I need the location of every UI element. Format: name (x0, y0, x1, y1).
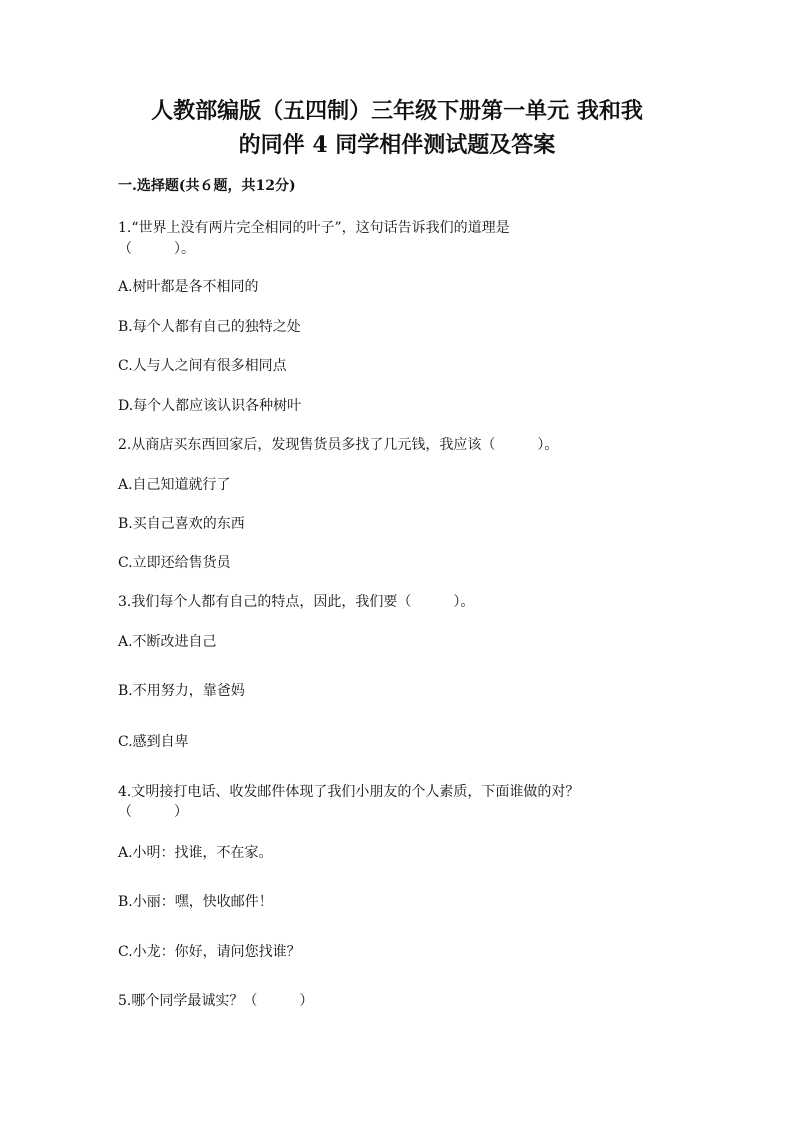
question-1-option-d: D.每个人都应该认识各种树叶 (118, 398, 302, 414)
question-3-option-a: A.不断改进自己 (118, 634, 217, 650)
question-1-option-c: C.人与人之间有很多相同点 (118, 358, 287, 374)
question-4-option-c: C.小龙：你好，请问您找谁？ (118, 944, 301, 960)
question-1-option-a: A.树叶都是各不相同的 (118, 279, 259, 295)
question-1-option-b: B.每个人都有自己的独特之处 (118, 319, 301, 335)
question-2-option-b: B.买自己喜欢的东西 (118, 516, 245, 532)
question-1-stem: 1.“世界上没有两片完全相同的叶子”，这句话告诉我们的道理是 (118, 220, 510, 236)
question-4-stem: 4.文明接打电话、收发邮件体现了我们小朋友的个人素质，下面谁做的对？ (118, 784, 580, 800)
question-2-option-a: A.自己知道就行了 (118, 477, 231, 493)
title-line-2: 的同伴 4 同学相伴测试题及答案 (238, 132, 556, 158)
question-1-stem-continued: （ ）。 (118, 241, 195, 257)
question-5-stem: 5.哪个同学最诚实？（ ） (118, 993, 314, 1009)
question-3-option-b: B.不用努力，靠爸妈 (118, 683, 245, 699)
question-3-option-c: C.感到自卑 (118, 734, 189, 750)
question-4-stem-continued: （ ） (118, 804, 188, 820)
question-4-option-b: B.小丽：嘿，快收邮件！ (118, 894, 273, 910)
question-2-option-c: C.立即还给售货员 (118, 555, 231, 571)
section-heading: 一.选择题(共６题，共12分) (118, 178, 296, 194)
question-3-stem: 3.我们每个人都有自己的特点，因此，我们要（ ）。 (118, 594, 475, 610)
document-title (100, 94, 694, 162)
title-line-1: 人教部编版（五四制）三年级下册第一单元 我和我 (151, 98, 643, 124)
question-2-stem: 2.从商店买东西回家后，发现售货员多找了几元钱，我应该（ ）。 (118, 437, 559, 453)
question-4-option-a: A.小明：找谁，不在家。 (118, 845, 273, 861)
